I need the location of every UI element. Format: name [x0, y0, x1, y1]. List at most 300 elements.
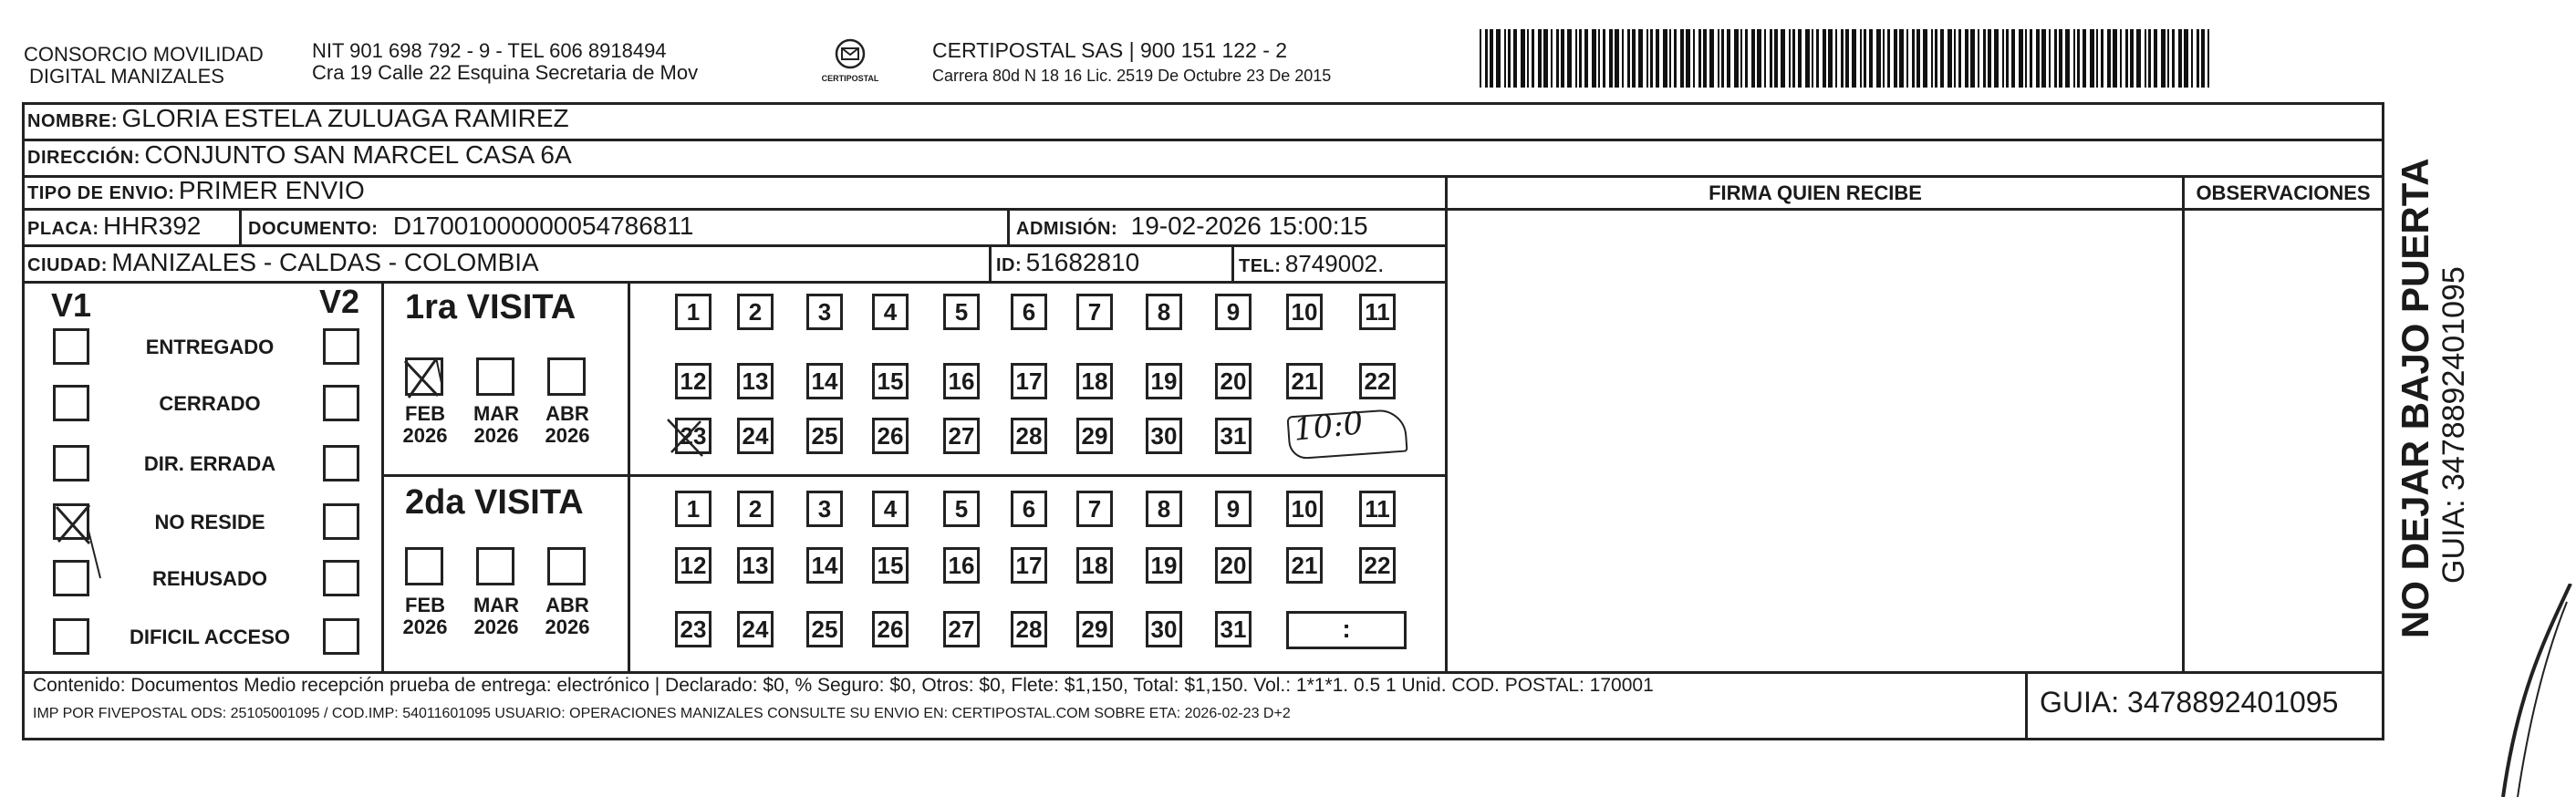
admision-value: 19-02-2026 15:00:15 — [1130, 212, 1368, 240]
v2-checkbox[interactable] — [323, 385, 359, 421]
month-name: MAR — [473, 594, 520, 616]
v1-checkbox[interactable] — [53, 445, 89, 481]
barcode-bar — [2036, 29, 2040, 88]
barcode-bar — [1835, 29, 1837, 88]
day-box[interactable]: 14 — [806, 363, 843, 399]
footer-guia: GUIA: 3478892401095 — [2040, 686, 2339, 719]
v1-checkbox[interactable] — [53, 385, 89, 421]
barcode-bar — [1615, 29, 1619, 88]
barcode-bar — [1680, 29, 1684, 88]
day-box[interactable]: 26 — [872, 611, 909, 647]
placa-label: PLACA: — [27, 219, 99, 239]
row-divider — [22, 208, 1447, 211]
day-box[interactable]: 9 — [1215, 491, 1252, 527]
col-divider — [628, 281, 630, 671]
barcode-bar — [1916, 29, 1920, 88]
barcode-bar — [2161, 29, 2166, 88]
barcode-bar — [2191, 29, 2193, 88]
documento-label: DOCUMENTO: — [248, 219, 379, 239]
barcode-bar — [1543, 29, 1548, 88]
day-box[interactable]: 14 — [806, 547, 843, 584]
barcode-bar — [2002, 29, 2004, 88]
tel-value: 8749002. — [1284, 250, 1385, 277]
barcode-bar — [1567, 29, 1572, 88]
direccion-label: DIRECCIÓN: — [27, 148, 140, 168]
v2-checkbox[interactable] — [323, 560, 359, 596]
day-box[interactable]: 2 — [737, 491, 774, 527]
month-name: FEB — [405, 402, 445, 425]
ciudad-cell — [27, 248, 539, 277]
footer-contenido: Contenido: Documentos Medio recepción prueba de entrega: electrónico | Declarado: $0, % Seguro: $0, Otros: $0, Flete: $1,150, Total: $1,150. Vol.: 1*1*1. 0.5 1 Unid. COD. POSTAL: 170001 — [33, 675, 1654, 696]
barcode-bar — [1513, 29, 1517, 88]
address-line: Cra 19 Calle 22 Esquina Secretaria de Mov — [312, 61, 699, 84]
certipostal-block — [932, 38, 1331, 86]
day-box[interactable]: 19 — [1146, 363, 1182, 399]
barcode-bar — [1970, 29, 1975, 88]
month-label — [389, 595, 462, 638]
barcode-bar — [2197, 29, 2199, 88]
barcode-bar — [1789, 29, 1791, 88]
month-label — [531, 595, 604, 638]
day-box[interactable]: 30 — [1146, 418, 1182, 454]
barcode-bar — [1663, 29, 1667, 88]
crossed-day-23 — [664, 416, 710, 461]
barcode-bar — [2025, 29, 2027, 88]
barcode-bar — [2019, 29, 2023, 88]
tipo-row — [27, 176, 365, 205]
day-box[interactable]: 1 — [675, 294, 712, 330]
company-name — [24, 44, 264, 88]
barcode-bar — [1638, 29, 1643, 88]
barcode-bar — [1646, 29, 1648, 88]
barcode-bar — [1923, 29, 1927, 88]
row-divider — [1447, 208, 2384, 211]
v1-checkbox[interactable] — [53, 618, 89, 655]
day-box[interactable]: 1 — [675, 491, 712, 527]
day-box[interactable]: 21 — [1286, 547, 1323, 584]
v2-checkbox[interactable] — [323, 503, 359, 540]
ciudad-label: CIUDAD: — [27, 255, 108, 275]
barcode — [1480, 27, 2209, 91]
barcode-bar — [2073, 29, 2075, 88]
barcode-bar — [1556, 29, 1559, 88]
day-box[interactable]: 29 — [1076, 611, 1113, 647]
barcode-bar — [2030, 29, 2032, 88]
barcode-bar — [1551, 29, 1553, 88]
v2-checkbox[interactable] — [323, 445, 359, 481]
barcode-bar — [1774, 29, 1778, 88]
month-year: 2026 — [545, 424, 590, 447]
footer-divider — [22, 671, 2384, 674]
barcode-bar — [2125, 29, 2128, 88]
barcode-bar — [1912, 29, 1915, 88]
barcode-bar — [2145, 29, 2146, 88]
direccion-row — [27, 140, 572, 170]
day-box[interactable]: 24 — [737, 611, 774, 647]
barcode-bar — [1727, 29, 1730, 88]
checkmark-no-reside — [53, 500, 117, 582]
visit-divider — [381, 474, 1447, 477]
barcode-bar — [2096, 29, 2098, 88]
day-box[interactable]: 28 — [1011, 611, 1047, 647]
tel-cell — [1239, 250, 1384, 278]
month-checkbox-feb[interactable] — [405, 547, 443, 585]
status-label: NO RESIDE — [154, 511, 265, 533]
day-box[interactable]: 20 — [1215, 363, 1252, 399]
barcode-bar — [1978, 29, 1979, 88]
month-name: ABR — [545, 402, 589, 425]
barcode-bar — [2113, 29, 2117, 88]
certipostal-line-2: Carrera 80d N 18 16 Lic. 2519 De Octubre 23 De 2015 — [932, 67, 1332, 85]
day-box[interactable]: 7 — [1076, 294, 1113, 330]
day-box[interactable]: 27 — [943, 418, 980, 454]
checkmark-feb-first-visit — [400, 356, 454, 403]
barcode-bar — [1798, 29, 1802, 88]
barcode-bar — [2101, 29, 2103, 88]
barcode-bar — [1703, 29, 1707, 88]
barcode-bar — [2011, 29, 2015, 88]
barcode-bar — [1812, 29, 1813, 88]
time-placeholder: : — [1342, 615, 1351, 643]
barcode-bar — [2077, 29, 2080, 88]
month-year: 2026 — [545, 616, 590, 638]
month-year: 2026 — [473, 424, 519, 447]
barcode-bar — [1627, 29, 1630, 88]
day-box[interactable]: 13 — [737, 363, 774, 399]
barcode-bar — [1841, 29, 1844, 88]
logo-text: CERTIPOSTAL — [821, 74, 879, 83]
row-divider — [22, 175, 2384, 178]
day-box[interactable]: 12 — [675, 363, 712, 399]
day-box[interactable]: 26 — [872, 418, 909, 454]
tipo-value: PRIMER ENVIO — [178, 176, 365, 204]
barcode-bar — [1864, 29, 1866, 88]
day-box[interactable]: 10 — [1286, 294, 1323, 330]
envelope-circle-icon — [832, 38, 868, 69]
day-box[interactable]: 18 — [1076, 363, 1113, 399]
month-name: ABR — [545, 594, 589, 616]
month-year: 2026 — [402, 424, 448, 447]
barcode-bar — [1948, 29, 1952, 88]
status-label: CERRADO — [159, 392, 261, 415]
month-label — [531, 403, 604, 447]
day-box[interactable]: 21 — [1286, 363, 1323, 399]
side-guia — [2436, 128, 2472, 584]
tel-label: TEL: — [1239, 256, 1282, 276]
time-box-second-visit — [1286, 611, 1407, 649]
barcode-bar — [1584, 29, 1588, 88]
handwritten-time: 10:0 — [1292, 405, 1366, 449]
nombre-row — [27, 104, 569, 133]
barcode-bar — [1906, 29, 1908, 88]
day-box[interactable]: 10 — [1286, 491, 1323, 527]
day-box[interactable]: 31 — [1215, 418, 1252, 454]
barcode-bar — [1632, 29, 1636, 88]
barcode-bar — [1751, 29, 1755, 88]
barcode-bar — [1869, 29, 1873, 88]
day-box[interactable]: 12 — [675, 547, 712, 584]
day-box[interactable]: 23 — [675, 611, 712, 647]
col-divider — [239, 208, 242, 244]
barcode-bar — [1721, 29, 1724, 88]
barcode-bar — [1988, 29, 1991, 88]
direccion-value: CONJUNTO SAN MARCEL CASA 6A — [144, 140, 572, 169]
col-divider — [1445, 175, 1448, 671]
barcode-bar — [2136, 29, 2141, 88]
month-name: MAR — [473, 402, 520, 425]
barcode-bar — [1994, 29, 1999, 88]
barcode-bar — [1485, 29, 1488, 88]
barcode-bar — [2054, 29, 2057, 88]
day-box[interactable]: 4 — [872, 294, 909, 330]
day-box[interactable]: 20 — [1215, 547, 1252, 584]
day-box[interactable]: 11 — [1359, 491, 1396, 527]
month-label — [460, 403, 533, 447]
barcode-bar — [2184, 29, 2188, 88]
nit-block — [312, 40, 698, 84]
barcode-bar — [1823, 29, 1826, 88]
v2-checkbox[interactable] — [323, 618, 359, 655]
barcode-bar — [1656, 29, 1659, 88]
barcode-bar — [1770, 29, 1772, 88]
barcode-bar — [1504, 29, 1506, 88]
month-checkbox-mar[interactable] — [476, 547, 514, 585]
documento-value: D17001000000054786811 — [392, 212, 694, 240]
barcode-bar — [1805, 29, 1810, 88]
month-checkbox-abr[interactable] — [547, 547, 586, 585]
id-label: ID: — [996, 255, 1023, 275]
barcode-bar — [2065, 29, 2070, 88]
day-box[interactable]: 23 — [675, 418, 712, 454]
barcode-bar — [1940, 29, 1944, 88]
day-box[interactable]: 15 — [872, 547, 909, 584]
barcode-bar — [1609, 29, 1613, 88]
barcode-graphic — [1480, 27, 2209, 91]
status-label: DIFICIL ACCESO — [129, 626, 290, 648]
firma-header: FIRMA QUIEN RECIBE — [1709, 181, 1922, 204]
admision-label: ADMISIÓN: — [1016, 219, 1118, 239]
barcode-bar — [2201, 29, 2205, 88]
day-box[interactable]: 31 — [1215, 611, 1252, 647]
company-line-1: CONSORCIO MOVILIDAD — [24, 43, 264, 66]
barcode-bar — [1532, 29, 1534, 88]
month-name: FEB — [405, 594, 445, 616]
barcode-bar — [1709, 29, 1714, 88]
page-edge-curve — [2490, 584, 2572, 797]
status-label: REHUSADO — [152, 567, 267, 590]
barcode-bar — [1887, 29, 1890, 88]
barcode-bar — [1958, 29, 1961, 88]
barcode-bar — [1883, 29, 1885, 88]
barcode-bar — [2090, 29, 2094, 88]
day-box[interactable]: 16 — [943, 547, 980, 584]
nit-line: NIT 901 698 792 - 9 - TEL 606 8918494 — [312, 39, 667, 62]
barcode-bar — [1561, 29, 1564, 88]
barcode-bar — [1954, 29, 1956, 88]
day-box[interactable]: 8 — [1146, 294, 1182, 330]
barcode-bar — [2167, 29, 2169, 88]
day-box[interactable]: 28 — [1011, 418, 1047, 454]
barcode-bar — [1575, 29, 1577, 88]
col-divider — [989, 244, 992, 281]
barcode-bar — [1490, 29, 1493, 88]
col-divider — [2025, 671, 2028, 740]
barcode-bar — [1764, 29, 1766, 88]
day-box[interactable]: 25 — [806, 418, 843, 454]
month-checkbox-abr[interactable] — [547, 357, 586, 396]
observaciones-header: OBSERVACIONES — [2196, 181, 2371, 204]
month-label — [460, 595, 533, 638]
documento-cell — [248, 212, 693, 241]
barcode-bar — [1521, 29, 1525, 88]
barcode-bar — [1745, 29, 1748, 88]
id-cell — [996, 248, 1139, 277]
status-label: ENTREGADO — [145, 336, 275, 358]
day-box[interactable]: 22 — [1359, 547, 1396, 584]
barcode-bar — [1579, 29, 1582, 88]
barcode-bar — [2059, 29, 2062, 88]
day-box[interactable]: 24 — [737, 418, 774, 454]
day-box[interactable]: 17 — [1011, 547, 1047, 584]
nombre-value: GLORIA ESTELA ZULUAGA RAMIREZ — [121, 104, 569, 132]
second-visit-title: 2da VISITA — [405, 483, 584, 522]
barcode-bar — [1757, 29, 1761, 88]
barcode-bar — [1650, 29, 1653, 88]
barcode-bar — [2107, 29, 2111, 88]
barcode-bar — [1965, 29, 1968, 88]
day-box[interactable]: 19 — [1146, 547, 1182, 584]
day-box[interactable]: 3 — [806, 294, 843, 330]
day-box[interactable]: 11 — [1359, 294, 1396, 330]
barcode-bar — [2178, 29, 2182, 88]
barcode-bar — [2172, 29, 2175, 88]
barcode-bar — [1899, 29, 1904, 88]
barcode-bar — [1538, 29, 1542, 88]
side-notice — [2394, 91, 2437, 638]
barcode-bar — [1931, 29, 1933, 88]
barcode-bar — [1894, 29, 1897, 88]
day-box[interactable]: 7 — [1076, 491, 1113, 527]
day-box[interactable]: 6 — [1011, 491, 1047, 527]
barcode-bar — [1669, 29, 1671, 88]
barcode-bar — [2006, 29, 2009, 88]
status-label: DIR. ERRADA — [143, 452, 276, 475]
barcode-bar — [1622, 29, 1624, 88]
barcode-bar — [1734, 29, 1739, 88]
barcode-bar — [2049, 29, 2051, 88]
tipo-label: TIPO DE ENVIO: — [27, 183, 175, 203]
barcode-bar — [1718, 29, 1719, 88]
v2-label: V2 — [319, 283, 360, 320]
day-box[interactable]: 6 — [1011, 294, 1047, 330]
barcode-bar — [2120, 29, 2122, 88]
barcode-bar — [1845, 29, 1849, 88]
v1-checkbox[interactable] — [53, 328, 89, 365]
col-divider — [1007, 208, 1010, 244]
id-value: 51682810 — [1025, 248, 1140, 276]
day-box[interactable]: 13 — [737, 547, 774, 584]
month-year: 2026 — [473, 616, 519, 638]
barcode-bar — [1816, 29, 1819, 88]
first-visit-title: 1ra VISITA — [405, 288, 576, 326]
placa-value: HHR392 — [103, 212, 202, 240]
month-checkbox-mar[interactable] — [476, 357, 514, 396]
day-box[interactable]: 17 — [1011, 363, 1047, 399]
day-box[interactable]: 18 — [1076, 547, 1113, 584]
barcode-bar — [2148, 29, 2151, 88]
barcode-bar — [1860, 29, 1862, 88]
col-divider — [2182, 175, 2185, 671]
barcode-bar — [1852, 29, 1856, 88]
barcode-bar — [1828, 29, 1833, 88]
barcode-bar — [1592, 29, 1596, 88]
barcode-bar — [2207, 29, 2209, 88]
day-box[interactable]: 5 — [943, 294, 980, 330]
certipostal-line-1: CERTIPOSTAL SAS | 900 151 122 - 2 — [932, 38, 1288, 62]
barcode-bar — [1781, 29, 1785, 88]
col-divider — [1231, 244, 1234, 281]
day-box[interactable]: 16 — [943, 363, 980, 399]
day-box[interactable]: 22 — [1359, 363, 1396, 399]
barcode-bar — [2041, 29, 2046, 88]
company-line-2: DIGITAL MANIZALES — [29, 65, 224, 88]
barcode-bar — [2154, 29, 2157, 88]
admision-cell — [1016, 212, 1368, 241]
placa-cell — [27, 212, 201, 241]
barcode-bar — [1740, 29, 1742, 88]
barcode-bar — [1674, 29, 1677, 88]
v2-checkbox[interactable] — [323, 328, 359, 365]
barcode-bar — [1603, 29, 1605, 88]
barcode-bar — [1496, 29, 1501, 88]
day-box[interactable]: 25 — [806, 611, 843, 647]
certipostal-logo — [814, 38, 887, 83]
footer-imp: IMP POR FIVEPOSTAL ODS: 25105001095 / COD.IMP: 54011601095 USUARIO: OPERACIONES MANIZALES CONSULTE SU ENVIO EN: CERTIPOSTAL.COM SOBRE ETA: 2026-02-23 D+2 — [33, 706, 1291, 721]
day-box[interactable]: 27 — [943, 611, 980, 647]
day-box[interactable]: 30 — [1146, 611, 1182, 647]
day-box[interactable]: 3 — [806, 491, 843, 527]
barcode-bar — [1876, 29, 1881, 88]
day-box[interactable]: 15 — [872, 363, 909, 399]
day-box[interactable]: 8 — [1146, 491, 1182, 527]
barcode-bar — [1983, 29, 1986, 88]
barcode-bar — [1698, 29, 1701, 88]
nombre-label: NOMBRE: — [27, 111, 119, 131]
day-box[interactable]: 5 — [943, 491, 980, 527]
v1-label: V1 — [51, 286, 92, 324]
day-box[interactable]: 29 — [1076, 418, 1113, 454]
barcode-bar — [1686, 29, 1690, 88]
day-box[interactable]: 4 — [872, 491, 909, 527]
day-box[interactable]: 9 — [1215, 294, 1252, 330]
side-guia-text: GUIA: 3478892401095 — [2436, 266, 2471, 584]
ciudad-value: MANIZALES - CALDAS - COLOMBIA — [111, 248, 539, 276]
day-box[interactable]: 2 — [737, 294, 774, 330]
barcode-bar — [1527, 29, 1529, 88]
barcode-bar — [1792, 29, 1795, 88]
barcode-bar — [1480, 29, 1481, 88]
barcode-bar — [1935, 29, 1937, 88]
barcode-bar — [1508, 29, 1511, 88]
barcode-bar — [2083, 29, 2086, 88]
row-divider — [22, 281, 1447, 284]
barcode-bar — [1598, 29, 1600, 88]
barcode-bar — [1693, 29, 1695, 88]
month-year: 2026 — [402, 616, 448, 638]
no-dejar-bajo-puerta: NO DEJAR BAJO PUERTA — [2394, 158, 2436, 638]
month-label — [389, 403, 462, 447]
barcode-bar — [2130, 29, 2134, 88]
